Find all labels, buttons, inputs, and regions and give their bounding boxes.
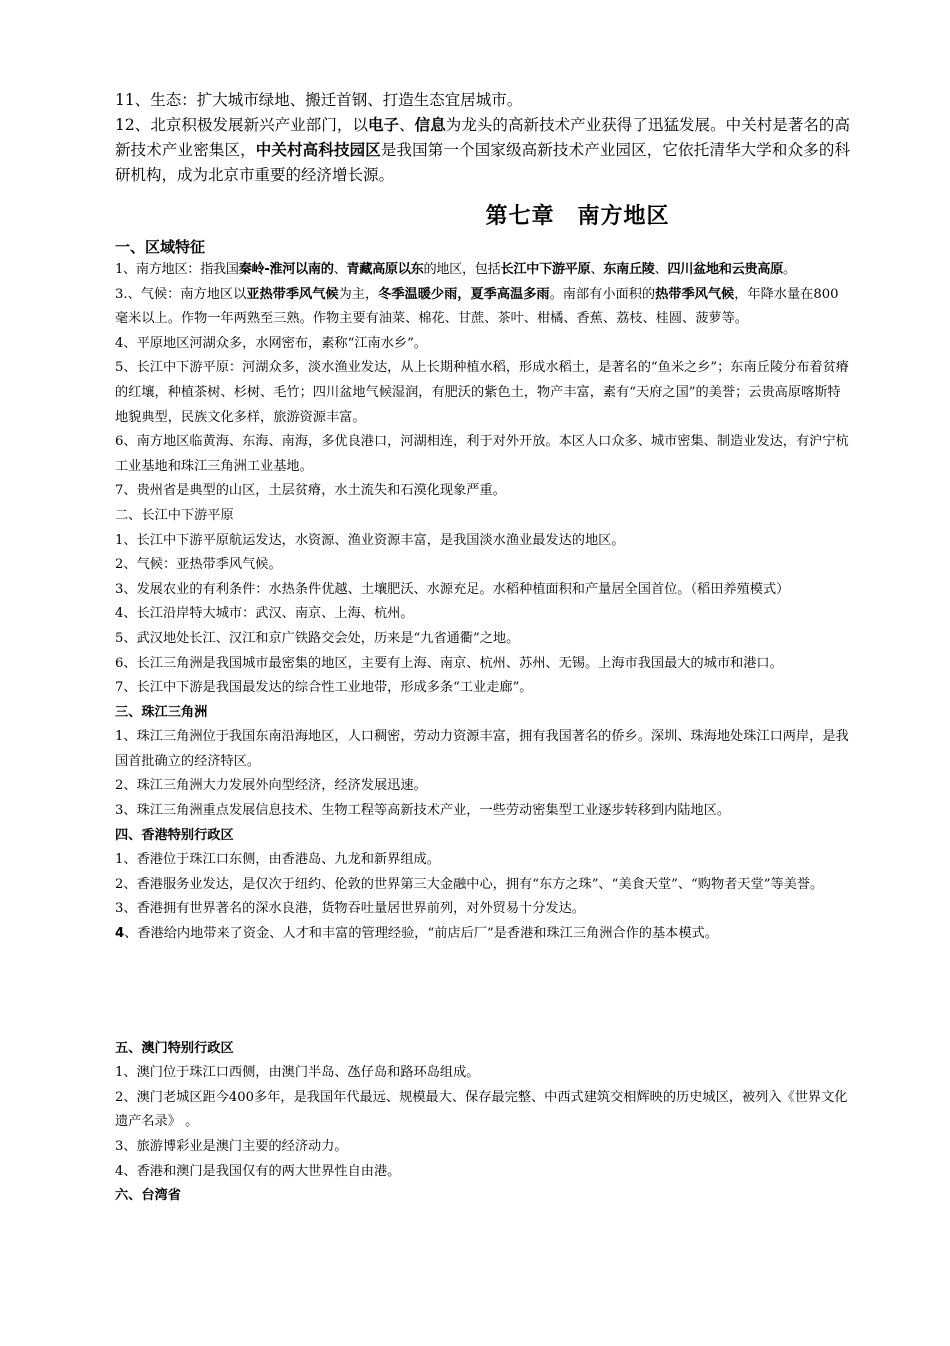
section-heading-5: [115, 1037, 850, 1062]
s3-item: 3、珠江三角洲重点发展信息技术、生物工程等高新技术产业，一些劳动密集型工业逐步转移到内陆地区。: [115, 803, 731, 819]
bold-run: 电子: [368, 116, 400, 134]
s2-item: 7、长江中下游是我国最发达的综合性工业地带，形成多条“工业走廊”。: [115, 680, 533, 696]
bold-run: 亚热带季风气候: [246, 286, 339, 302]
s5-item: 4、香港和澳门是我国仅有的两大世界性自由港。: [115, 1163, 401, 1179]
paragraph-11-text: 11、生态：扩大城市绿地、搬迁首钢、打造生态宜居城市。: [115, 91, 523, 109]
bold-run: 中关村高科技园区: [255, 141, 381, 159]
bold-run: 东南丘陵: [603, 262, 655, 277]
text-run: 1、南方地区：指我国: [115, 262, 239, 277]
text-run: 12、北京积极发展新兴产业部门，以: [115, 116, 368, 134]
s5-item: 2、澳门老城区距今400多年，是我国年代最远、规模最大、保存最完整、中西式建筑交相辉映的历史城区，被列入《世界文化遗产名录》 。: [115, 1089, 848, 1130]
bold-run: 冬季温暖少雨，夏季高温多雨: [378, 286, 550, 302]
text-run: 。南部有小面积的: [549, 286, 656, 302]
s5-item: 1、澳门位于珠江口西侧，由澳门半岛、氹仔岛和路环岛组成。: [115, 1065, 480, 1081]
text-run: 为主，: [338, 286, 379, 302]
s2-item: 2、气候：亚热带季风气候。: [115, 557, 282, 573]
text-run: 、: [333, 262, 347, 277]
paragraph-11: [115, 88, 850, 113]
section-heading-2: 二、长江中下游平原: [115, 507, 234, 523]
bold-run: 4: [115, 926, 125, 942]
s5-item: 3、旅游博彩业是澳门主要的经济动力。: [115, 1139, 348, 1154]
text-run: 、: [399, 116, 415, 134]
s1-item-3: [115, 283, 850, 332]
s4-item-4: [115, 922, 850, 947]
section-heading-3: 三、珠江三角洲: [115, 704, 208, 720]
bold-run: 四川盆地和云贵高原: [667, 262, 783, 277]
s1-item-1: [115, 258, 850, 283]
text-run: 、: [654, 262, 668, 277]
paragraph-12: [115, 113, 850, 188]
chapter-title: 第七章 南方地区: [485, 204, 670, 229]
s3-item: 1、珠江三角洲位于我国东南沿海地区，人口稠密，劳动力资源丰富，拥有我国著名的侨乡。深圳、珠海地处珠江口两岸，是我国首批确立的经济特区。: [115, 729, 849, 769]
bold-run: 信息: [414, 116, 446, 134]
text-run: 。: [782, 262, 796, 277]
s1-item-5: 5、长江中下游平原：河湖众多，淡水渔业发达，从上长期种植水稻，形成水稻土，是著名的“鱼米之乡”；东南丘陵分布着贫瘠的红壤，种植茶树、杉树、毛竹；四川盆地气候湿润，有肥沃的紫色土，物产丰富，素有“天府之国”的美誉；云贵高原喀斯特地貌典型，民族文化多样，旅游资源丰富。: [115, 360, 849, 425]
bold-run: 热带季风气候: [655, 286, 735, 302]
bold-run: 长江中下游平原: [500, 262, 591, 277]
section-heading-1: 一、区域特征: [115, 238, 206, 256]
s4-item: 3、香港拥有世界著名的深水良港，货物吞吐量居世界前列，对外贸易十分发达。: [115, 901, 585, 917]
text-run: ，年降水量在800毫米以上。作物一年两熟至三熟。作物主要有油菜、棉花、甘蔗、茶叶、柑橘、香蕉、荔枝、桂圆、菠萝等。: [115, 286, 839, 327]
text-run: 五、: [115, 1040, 142, 1056]
s2-item: 1、长江中下游平原航运发达，水资源、渔业资源丰富，是我国淡水渔业最发达的地区。: [115, 532, 625, 548]
section-heading-4: 四、香港特别行政区: [115, 827, 234, 843]
text-run: 、: [590, 262, 604, 277]
s3-item: 2、珠江三角洲大力发展外向型经济，经济发展迅速。: [115, 778, 427, 794]
page-gap: [115, 947, 850, 1037]
text-run: 的地区，包括: [423, 262, 501, 277]
s1-item-4: 4、平原地区河湖众多，水网密布，素称“江南水乡”。: [115, 335, 427, 351]
bold-run: 澳门特别行政区: [141, 1040, 234, 1056]
section-heading-6: 六、台湾省: [115, 1188, 181, 1204]
s1-item-7: 7、贵州省是典型的山区，土层贫瘠，水土流失和石漠化现象严重。: [115, 483, 506, 499]
bold-run: 秦岭-淮河以南的: [238, 262, 334, 277]
text-run: 是我国第一个国家级高新技术产业园区，它依托清华大学和众多的科研机构，成为北京市重要的经济增长源。: [115, 141, 850, 184]
s2-item: 5、武汉地处长江、汉江和京广铁路交会处，历来是“九省通衢”之地。: [115, 630, 520, 646]
s2-item: 4、长江沿岸特大城市：武汉、南京、上海、杭州。: [115, 606, 414, 622]
s1-item-6: 6、南方地区临黄海、东海、南海，多优良港口，河湖相连，利于对外开放。本区人口众多、城市密集、制造业发达，有沪宁杭工业基地和珠江三角洲工业基地。: [115, 434, 849, 474]
s2-item: 3、发展农业的有利条件：水热条件优越、土壤肥沃、水源充足。水稻种植面积和产量居全国首位。（稻田养殖模式）: [115, 581, 790, 597]
bold-run: 青藏高原以东: [346, 262, 424, 277]
text-run: 、香港给内地带来了资金、人才和丰富的管理经验，“前店后厂”是香港和珠江三角洲合作的基本模式。: [124, 926, 718, 942]
text-run: 为龙头的高新技术产业获得了迅猛发展。中关村是著名的高新技术产业密集区，: [115, 116, 850, 159]
s4-item: 1、香港位于珠江口东侧，由香港岛、九龙和新界组成。: [115, 852, 440, 868]
text-run: 3.、气候：南方地区以: [115, 286, 247, 302]
document-page: [115, 88, 850, 1209]
s4-item: 2、香港服务业发达，是仅次于纽约、伦敦的世界第三大金融中心，拥有“东方之珠”、“美食天堂”、“购物者天堂”等美誉。: [115, 876, 824, 892]
s2-item: 6、长江三角洲是我国城市最密集的地区，主要有上海、南京、杭州、苏州、无锡。上海市我国最大的城市和港口。: [115, 655, 783, 671]
